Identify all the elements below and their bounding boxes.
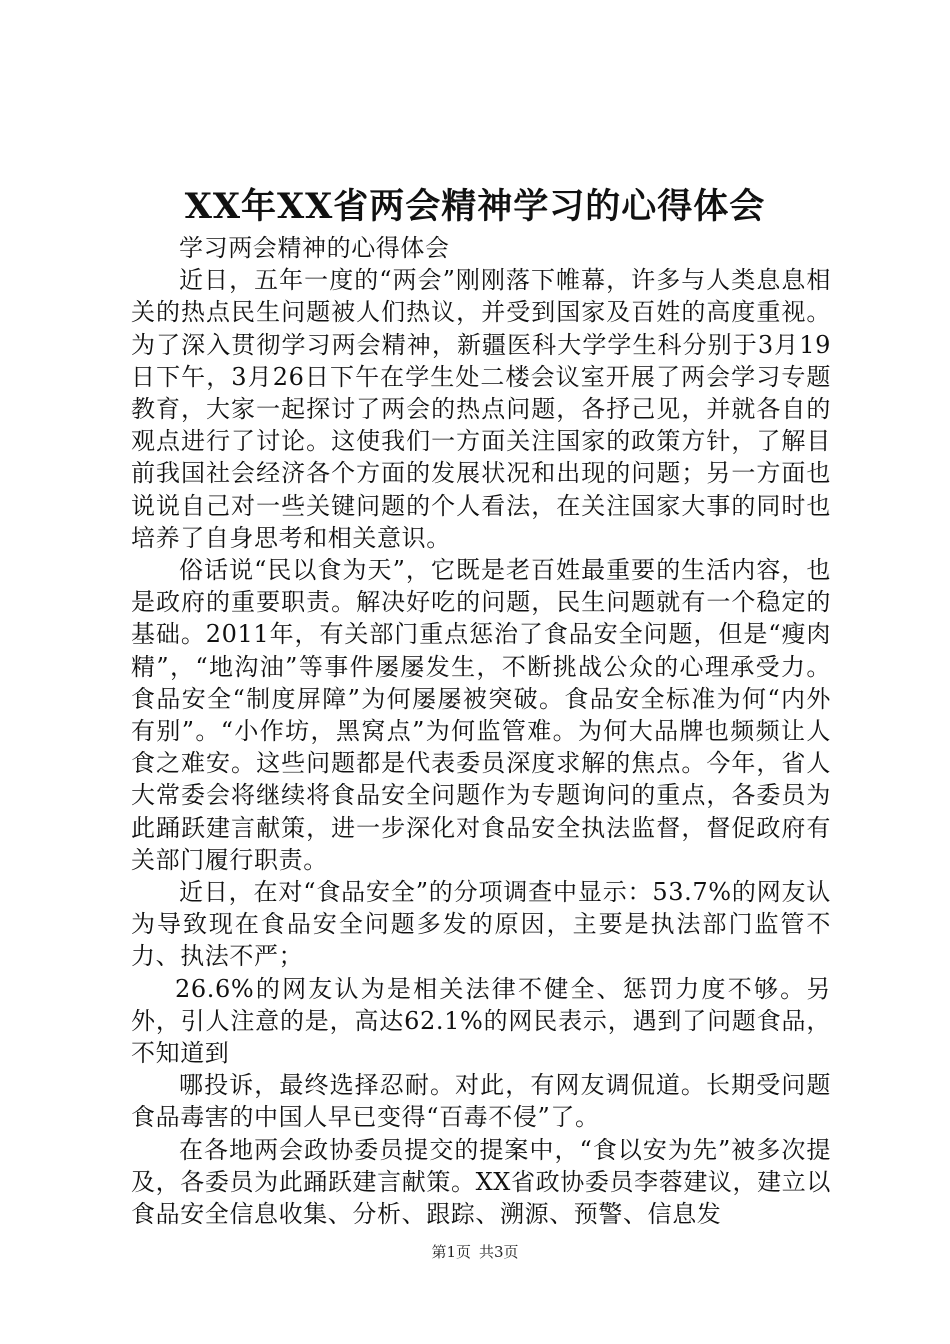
paragraph: 俗话说“民以食为天”，它既是老百姓最重要的生活内容，也是政府的重要职责。解决好吃的问题，民生问题就有一个稳定的基础。2011年，有关部门重点惩治了食品安全问题，但是“瘦肉精”，“地沟油”等事件屡屡发生，不断挑战公众的心理承受力。食品安全“制度屏障”为何屡屡被突破。食品安全标准为何“内外有别”。“小作坊，黑窝点”为何监管难。为何大品牌也频频让人食之难安。这些问题都是代表委员深度求解的焦点。今年，省人大常委会将继续将食品安全问题作为专题询问的重点，各委员为此踊跃建言献策，进一步深化对食品安全执法监督，督促政府有关部门履行职责。 xyxy=(131,556,831,874)
page-number: 第1页 xyxy=(431,1243,471,1261)
document-title: XX年XX省两会精神学习的心得体会 xyxy=(184,186,766,227)
document-body xyxy=(131,232,831,1230)
paragraph: 近日，在对“食品安全”的分项调查中显示：53.7%的网友认为导致现在食品安全问题多发的原因，主要是执法部门监管不力、执法不严； xyxy=(131,878,831,971)
paragraph: 哪投诉，最终选择忍耐。对此，有网友调侃道。长期受问题食品毒害的中国人早已变得“百毒不侵”了。 xyxy=(131,1071,831,1132)
paragraph: 近日，五年一度的“两会”刚刚落下帷幕，许多与人类息息相关的热点民生问题被人们热议，并受到国家及百姓的高度重视。为了深入贯彻学习两会精神，新疆医科大学学生科分别于3月19日下午，3月26日下午在学生处二楼会议室开展了两会学习专题教育，大家一起探讨了两会的热点问题，各抒己见，并就各自的观点进行了讨论。这使我们一方面关注国家的政策方针，了解目前我国社会经济各个方面的发展状况和出现的问题；另一方面也说说自己对一些关键问题的个人看法，在关注国家大事的同时也培养了自身思考和相关意识。 xyxy=(131,266,831,552)
paragraph: 在各地两会政协委员提交的提案中，“食以安为先”被多次提及，各委员为此踊跃建言献策。XX省政协委员李蓉建议，建立以食品安全信息收集、分析、跟踪、溯源、预警、信息发 xyxy=(131,1135,831,1229)
paragraph: 26.6%的网友认为是相关法律不健全、惩罚力度不够。另外，引人注意的是，高达62.1%的网民表示，遇到了问题食品，不知道到 xyxy=(131,974,831,1068)
paragraph-subtitle: 学习两会精神的心得体会 xyxy=(179,234,450,262)
page-footer xyxy=(0,1242,950,1262)
page-total: 共3页 xyxy=(479,1243,519,1261)
